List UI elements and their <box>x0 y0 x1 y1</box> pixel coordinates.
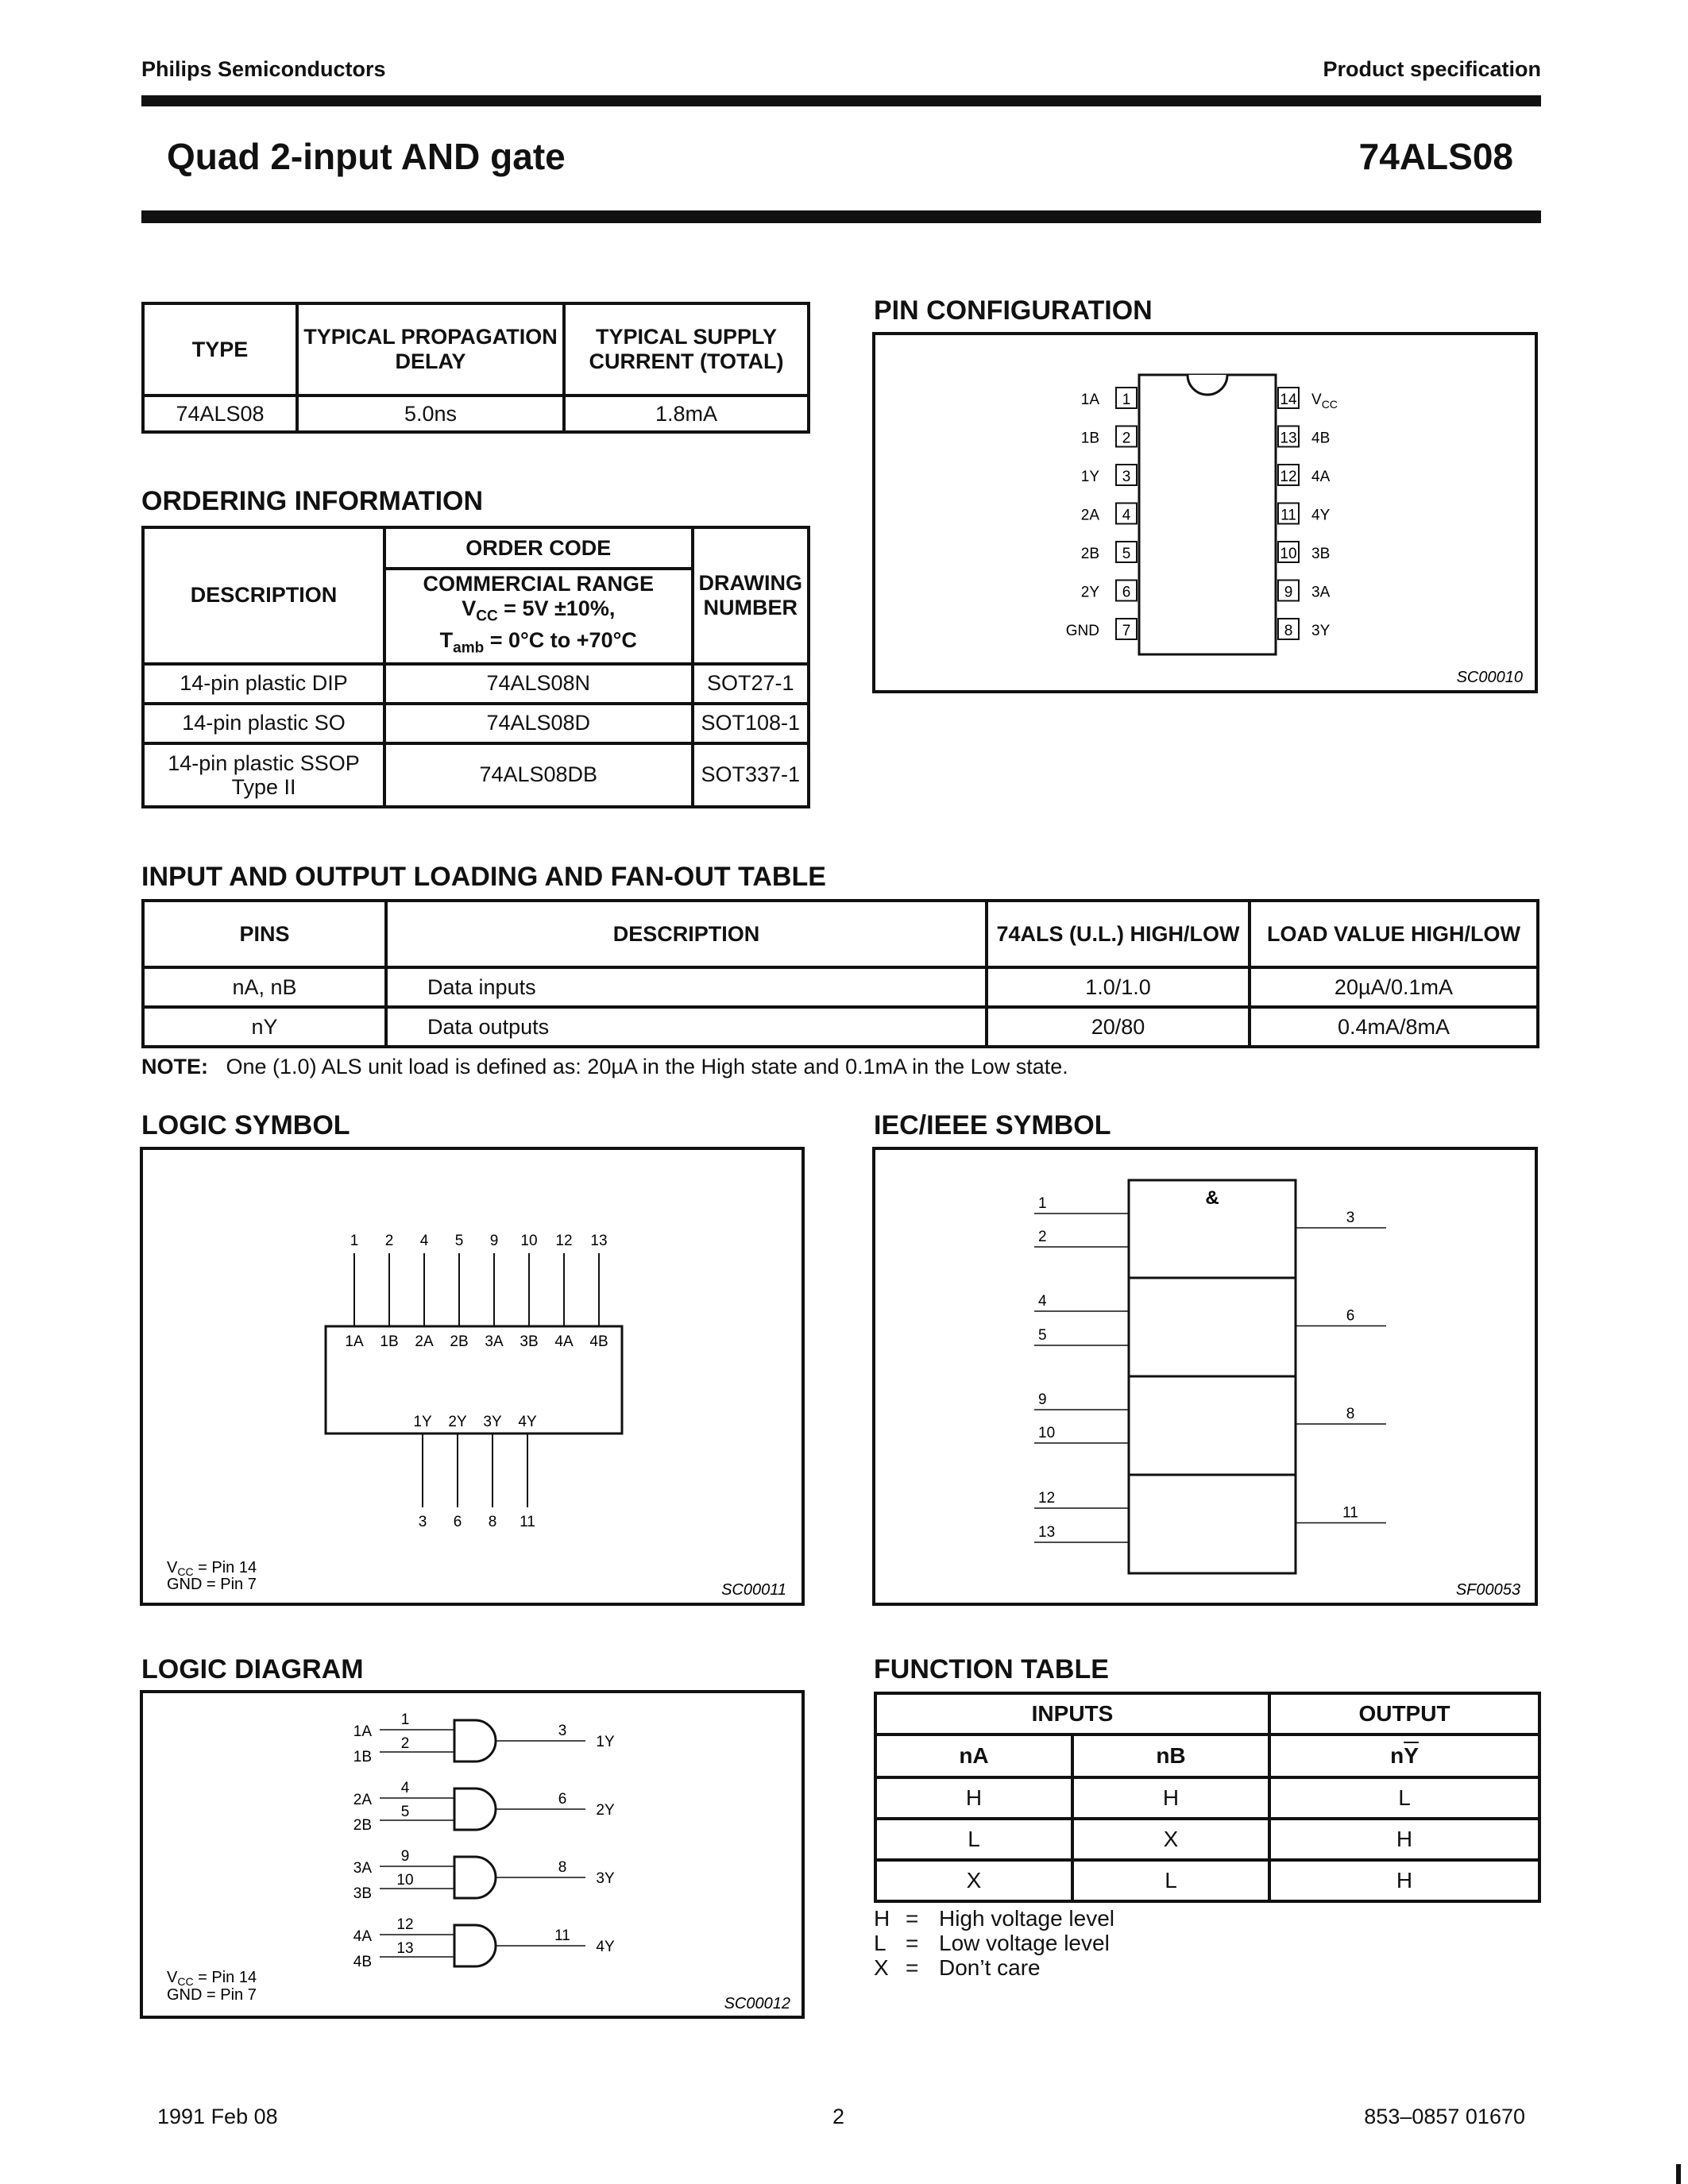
ld-gnd-note: GND = Pin 7 <box>167 1986 257 2004</box>
ft-cell: X <box>875 1860 1072 1901</box>
th-nb: nB <box>1072 1734 1269 1777</box>
logic-diagram-title: LOGIC DIAGRAM <box>141 1654 364 1684</box>
pin-number: 13 <box>1038 1524 1056 1541</box>
pin-name: 1Y <box>1080 469 1099 485</box>
ny-bar: $\overline{Y}$ <box>1404 1743 1419 1768</box>
range-t-rest: = 0°C to +70°C <box>484 628 637 653</box>
pin-number: 5 <box>400 1804 410 1820</box>
pin-number: 4 <box>1122 507 1131 524</box>
input-label: 4A <box>554 1333 574 1350</box>
pin-number: 12 <box>396 1916 414 1933</box>
pin-config-box <box>872 332 1538 693</box>
pin-number: 1 <box>1122 392 1131 408</box>
th-pins: PINS <box>143 901 386 967</box>
th-order-code: ORDER CODE <box>384 527 692 569</box>
ord-dwg: SOT337-1 <box>693 743 809 807</box>
ft-cell: L <box>1269 1777 1539 1819</box>
pin-number: 8 <box>1284 623 1293 639</box>
ft-cell: H <box>1269 1860 1539 1901</box>
load-pins: nA, nB <box>143 967 386 1007</box>
footer-page: 2 <box>832 2105 845 2128</box>
and-gate-icon <box>454 1857 496 1898</box>
pin-number: 13 <box>1280 430 1297 447</box>
pin-name <box>1311 392 1338 411</box>
th-na: nA <box>875 1734 1072 1777</box>
ft-cell: H <box>875 1777 1072 1819</box>
input-label: 3B <box>520 1333 539 1350</box>
pin-number: 1 <box>350 1233 359 1249</box>
ord-code: 74ALS08N <box>384 664 692 704</box>
pin-number: 8 <box>558 1859 567 1876</box>
page-title: Quad 2-input AND gate <box>167 136 566 177</box>
range-t-sub: amb <box>453 639 485 657</box>
pin-number: 14 <box>1280 392 1297 408</box>
pin-name-main: V <box>1311 392 1322 408</box>
ft-legend-x: X = Don’t care <box>874 1955 1041 1980</box>
type-table <box>141 302 810 434</box>
pin-name <box>1311 623 1331 639</box>
and-gate-icon <box>454 1720 496 1761</box>
and-gate-icon <box>454 1788 496 1830</box>
crop-mark <box>1676 2164 1681 2184</box>
output-label: 3Y <box>483 1414 502 1430</box>
pin-name <box>1311 469 1331 485</box>
input-label: 1A <box>345 1333 364 1350</box>
input-label: 2A <box>415 1333 434 1350</box>
pin-number: 12 <box>1280 469 1297 485</box>
pin-name: 2B <box>1080 546 1099 562</box>
th-supply-current: TYPICAL SUPPLY CURRENT (TOTAL) <box>564 303 809 396</box>
pin-number: 12 <box>555 1233 573 1249</box>
range-line1: COMMERCIAL RANGE <box>423 572 655 596</box>
ft-cell: H <box>1269 1819 1539 1860</box>
logic-symbol-diagram <box>143 1150 802 1603</box>
function-table <box>874 1692 1541 1903</box>
th-ny <box>1269 1734 1539 1777</box>
th-type: TYPE <box>143 303 297 396</box>
ordering-table <box>141 526 810 808</box>
pin-number: 1 <box>400 1711 410 1728</box>
pin-name <box>1311 507 1331 524</box>
input-label: 1B <box>380 1333 399 1350</box>
th-load-value: LOAD VALUE HIGH/LOW <box>1250 901 1538 967</box>
logic-diagram-code: SC00012 <box>724 1995 790 2012</box>
ft-cell: L <box>875 1819 1072 1860</box>
pin-number: 10 <box>1038 1425 1056 1441</box>
pin-number: 11 <box>1280 507 1296 524</box>
logic-diagram-box <box>140 1690 805 2019</box>
pin-number: 2 <box>384 1233 394 1249</box>
pin-number: 5 <box>454 1233 464 1249</box>
iec-and-symbol: & <box>1205 1187 1219 1209</box>
input-label: 4B <box>589 1333 608 1350</box>
pin-name-main: 4A <box>1311 469 1331 485</box>
pin-number: 3 <box>1122 469 1131 485</box>
company-name: Philips Semiconductors <box>141 57 386 81</box>
pin-config-title: PIN CONFIGURATION <box>874 295 1153 326</box>
ord-dwg: SOT27-1 <box>693 664 809 704</box>
logic-symbol-title: LOGIC SYMBOL <box>141 1110 350 1140</box>
iec-symbol-box <box>872 1147 1538 1606</box>
iec-symbol-code: SF00053 <box>1455 1581 1520 1599</box>
ft-cell: H <box>1072 1777 1269 1819</box>
load-desc: Data inputs <box>386 967 987 1007</box>
load-ul: 1.0/1.0 <box>987 967 1250 1007</box>
range-vcc-sub: CC <box>476 608 498 625</box>
pin-number: 10 <box>396 1872 414 1889</box>
pin-config-code: SC00010 <box>1456 669 1523 686</box>
input-label: 3B <box>353 1885 372 1902</box>
pin-number: 2 <box>400 1735 410 1752</box>
pin-number: 10 <box>520 1233 538 1249</box>
pin-name: 1B <box>1080 430 1099 447</box>
pin-name <box>1311 585 1331 601</box>
pin-number: 6 <box>1122 584 1131 601</box>
ordering-title: ORDERING INFORMATION <box>141 486 484 516</box>
pin-number: 4 <box>419 1233 429 1249</box>
th-output: OUTPUT <box>1269 1693 1539 1734</box>
ft-cell: L <box>1072 1860 1269 1901</box>
pin-number: 3 <box>418 1514 427 1530</box>
loading-table <box>141 899 1539 1048</box>
function-table-title: FUNCTION TABLE <box>874 1654 1109 1684</box>
pin-number: 3 <box>1346 1210 1355 1226</box>
and-gate-icon <box>454 1925 496 1966</box>
note-text: One (1.0) ALS unit load is defined as: 20µA in the High state and 0.1mA in the Low state. <box>226 1055 1068 1078</box>
pin-number: 5 <box>1038 1327 1047 1344</box>
ord-code: 74ALS08DB <box>384 743 692 807</box>
pin-name-main: 3Y <box>1311 623 1331 639</box>
doc-type: Product specification <box>1323 57 1541 81</box>
output-label: 1Y <box>596 1734 615 1750</box>
pin-number: 7 <box>1122 623 1131 639</box>
pin-number: 13 <box>590 1233 608 1249</box>
pin-number: 12 <box>1038 1490 1056 1507</box>
delay-cell: 5.0ns <box>297 396 564 432</box>
iec-symbol-diagram <box>875 1150 1535 1603</box>
th-prop-delay: TYPICAL PROPAGATION DELAY <box>297 303 564 396</box>
pin-number: 4 <box>400 1780 410 1796</box>
pin-name: GND <box>1065 623 1099 639</box>
pin-name-sub: CC <box>1321 398 1338 411</box>
pin-name-main: 4Y <box>1311 507 1331 524</box>
ord-desc: 14-pin plastic SSOP Type II <box>143 743 384 807</box>
input-label: 1B <box>353 1749 372 1765</box>
th-ord-description: DESCRIPTION <box>143 527 384 664</box>
logic-symbol-code: SC00011 <box>721 1581 786 1599</box>
ord-desc: 14-pin plastic DIP <box>143 664 384 704</box>
range-vcc-rest: = 5V ±10%, <box>497 596 616 620</box>
input-label: 1A <box>353 1723 372 1740</box>
ls-gnd-note: GND = Pin 7 <box>167 1576 257 1593</box>
input-label: 4B <box>353 1954 372 1970</box>
pin-name <box>1311 546 1330 562</box>
ft-legend-l: L = Low voltage level <box>874 1931 1110 1955</box>
th-drawing-number: DRAWING NUMBER <box>693 527 809 664</box>
ord-desc: 14-pin plastic SO <box>143 704 384 743</box>
input-label: 2A <box>353 1792 372 1808</box>
input-label: 2B <box>353 1817 372 1834</box>
footer-doc-no: 853–0857 01670 <box>1364 2105 1525 2128</box>
pin-number: 11 <box>520 1514 535 1530</box>
pin-number: 13 <box>396 1940 414 1957</box>
output-label: 2Y <box>596 1802 615 1819</box>
type-cell: 74ALS08 <box>143 396 297 432</box>
pin-config-diagram <box>875 335 1535 690</box>
load-desc: Data outputs <box>386 1007 987 1047</box>
load-value: 20µA/0.1mA <box>1250 967 1538 1007</box>
load-pins: nY <box>143 1007 386 1047</box>
loading-title: INPUT AND OUTPUT LOADING AND FAN-OUT TABLE <box>141 862 826 892</box>
pin-number: 9 <box>1284 584 1293 601</box>
ft-legend-h: H = High voltage level <box>874 1906 1115 1931</box>
input-label: 3A <box>485 1333 504 1350</box>
iec-symbol-title: IEC/IEEE SYMBOL <box>874 1110 1111 1140</box>
ord-dwg: SOT108-1 <box>693 704 809 743</box>
note-label: NOTE: <box>141 1055 208 1078</box>
pin-number: 6 <box>453 1514 462 1530</box>
output-label: 2Y <box>448 1414 467 1430</box>
pin-number: 2 <box>1038 1229 1047 1245</box>
pin-name: 1A <box>1080 392 1099 408</box>
part-number: 74ALS08 <box>1358 136 1513 177</box>
logic-symbol-box <box>140 1147 805 1606</box>
pin-number: 2 <box>1122 430 1131 447</box>
ls-vcc-note: $V_{CC}$ = Pin 14 <box>167 1559 257 1578</box>
ld-vcc-note: $V_{CC}$ = Pin 14 <box>167 1969 257 1988</box>
input-label: 3A <box>353 1860 372 1877</box>
pin-number: 9 <box>400 1848 410 1865</box>
input-label: 2B <box>450 1333 469 1350</box>
pin-name-main: 3B <box>1311 546 1331 562</box>
pin-name-main: 4B <box>1311 430 1331 447</box>
logic-diagram <box>143 1693 802 2016</box>
pin-number: 3 <box>558 1723 567 1739</box>
load-value: 0.4mA/8mA <box>1250 1007 1538 1047</box>
output-label: 4Y <box>596 1939 615 1955</box>
input-label: 4A <box>353 1928 372 1945</box>
range-vcc: V <box>462 596 477 620</box>
pin-name <box>1311 430 1330 447</box>
pin-number: 11 <box>554 1927 570 1944</box>
loading-note <box>141 1055 1068 1079</box>
pin-number: 1 <box>1038 1195 1047 1212</box>
pin-number: 6 <box>1346 1307 1355 1325</box>
th-commercial-range <box>384 569 692 664</box>
pin-number: 10 <box>1280 546 1297 562</box>
pin-name: 2Y <box>1080 584 1099 601</box>
ft-cell: X <box>1072 1819 1269 1860</box>
pin-name: 2A <box>1080 507 1099 524</box>
ord-code: 74ALS08D <box>384 704 692 743</box>
output-label: 3Y <box>596 1870 615 1887</box>
pin-number: 11 <box>1342 1504 1358 1522</box>
pin-number: 8 <box>1346 1406 1355 1422</box>
th-inputs: INPUTS <box>875 1693 1269 1734</box>
pin-number: 6 <box>558 1791 567 1808</box>
pin-number: 4 <box>1038 1293 1047 1310</box>
load-ul: 20/80 <box>987 1007 1250 1047</box>
th-description: DESCRIPTION <box>386 901 987 967</box>
header-rule-top <box>141 95 1541 106</box>
pin-name-main: 3A <box>1311 584 1331 601</box>
pin-number: 9 <box>489 1233 499 1249</box>
range-t: T <box>439 628 454 653</box>
output-label: 4Y <box>518 1414 537 1430</box>
output-label: 1Y <box>413 1414 432 1430</box>
current-cell: 1.8mA <box>564 396 809 432</box>
pin-number: 8 <box>488 1514 497 1530</box>
pin-number: 9 <box>1038 1391 1047 1408</box>
footer-date: 1991 Feb 08 <box>157 2105 278 2128</box>
th-unit-load: 74ALS (U.L.) HIGH/LOW <box>987 901 1250 967</box>
pin-number: 5 <box>1122 546 1131 562</box>
ny-n: n <box>1390 1743 1404 1768</box>
header-rule-bottom <box>141 210 1541 223</box>
